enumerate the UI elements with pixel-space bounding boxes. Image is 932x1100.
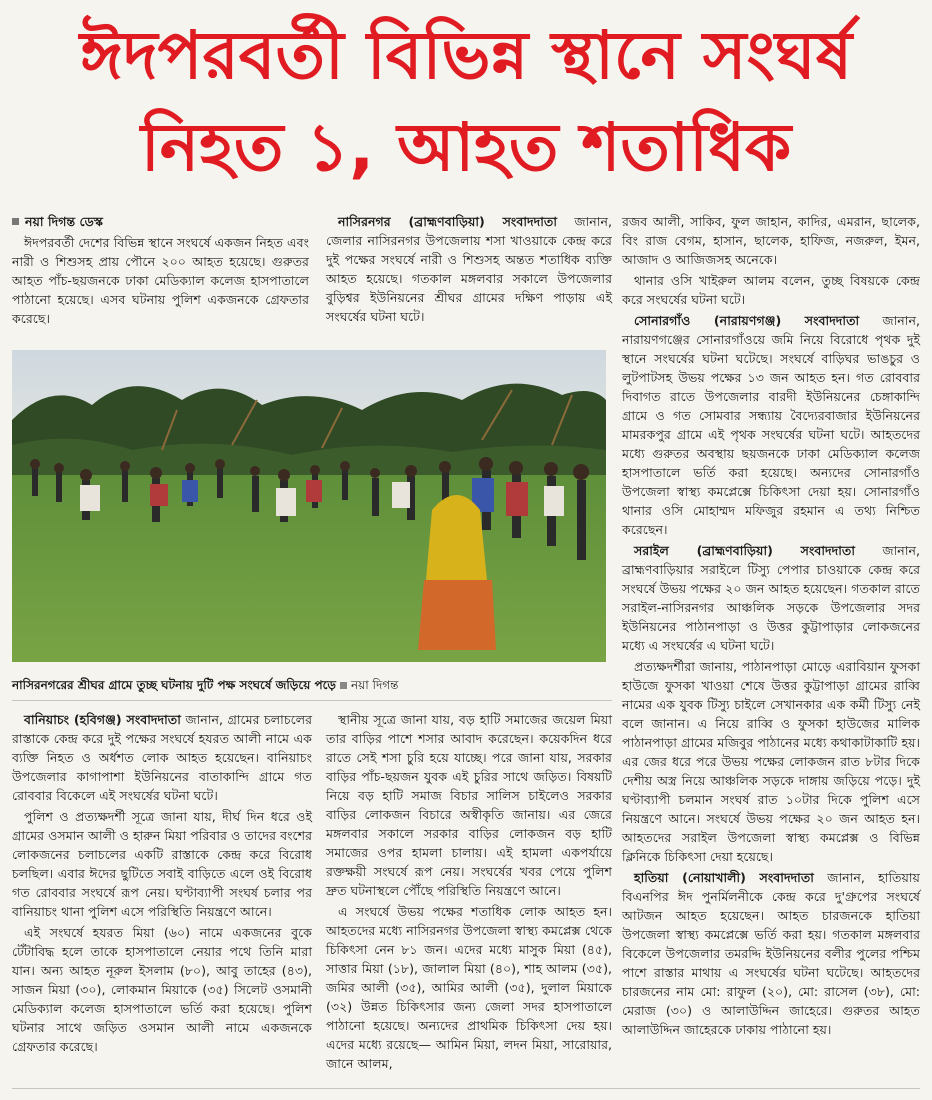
nasirnagar-dateline: নাসিরনগর (ব্রাহ্মণবাড়িয়া) সংবাদদাতা [338,214,557,229]
baniachong-column [12,710,312,1058]
caption-text: নাসিরনগরের শ্রীঘর গ্রামে তুচ্ছ ঘটনায় দুটি পক্ষ সংঘর্ষে জড়িয়ে পড়ে [12,678,336,692]
hatiya-dateline: হাতিয়া (নোয়াখালী) সংবাদদাতা [634,870,814,885]
baniachong-paragraph-3: এই সংঘর্ষে হযরত মিয়া (৬০) নামে একজনের বুকে টেঁটাবিদ্ধ হলে তাকে হাসপাতালে নেয়ার পথে তিনি মারা যান। অন্য আহত নূরুল ইসলাম (৮০), আবু তাহের (৪৩), সাজন মিয়া (৩০), লোকমান মিয়াকে (৩৫) সিলেট ওসমানী মেডিক্যাল কলেজ হাসপাতালে ভর্তি করা হয়েছে। পুলিশ ঘটনার সাথে জড়িত ওসমান আলী নামে একজনকে গ্রেফতার করেছে। [12,925,312,1054]
baniachong-dateline: বানিয়াচং (হবিগঞ্জ) সংবাদদাতা [24,712,181,727]
sonargaon-paragraph [622,311,920,539]
desk-label: নয়া দিগন্ত ডেস্ক [25,214,103,229]
oc-statement: থানার ওসি খাইরুল আলম বলেন, তুচ্ছ বিষয়কে কেন্দ্র করে সংঘর্ষের ঘটনা ঘটে। [622,273,920,307]
lead-paragraph: ঈদপরবর্তী দেশের বিভিন্ন স্থানে সংঘর্ষে একজন নিহত এবং নারী ও শিশুসহ প্রায় পৌনে ২০০ আহত হয়েছে। গুরুতর আহত পাঁচ-ছয়জনকে ঢাকা মেডিক্যাল কলেজ হাসপাতালে পাঠানো হয়েছে। এসব ঘটনায় পুলিশ একজনকে গ্রেফতার করেছে। [12,235,309,326]
bullet-icon [12,218,19,225]
headline-line-1: ঈদপরবর্তী বিভিন্ন স্থানে সংঘর্ষ [79,17,853,94]
sarail-paragraph-2: প্রত্যক্ষদর্শীরা জানায়, পাঠানপাড়া মোড়ে এরাবিয়ান ফুসকা হাউজে ফুসকা খাওয়া শেষে উত্তর কুট্টাপাড়া গ্রামের রাব্বি নামের এক যুবক টিস্যু চাইলে সেখানকার এক কর্মী টিস্যু নেই বলে জানান। এ নিয়ে রাব্বি ও ফুসকা হাউজের মালিক পাঠানপাড়া গ্রামের মজিবুর পাঠানের মধ্যে কথাকাটাকাটি হয়। এর জের ধরে পরে উভয় পক্ষের লোকজন রাত ৮টার দিকে দেশীয় অস্ত্র নিয়ে আঞ্চলিক সড়কে দাঙ্গায় জড়িয়ে পড়ে। দুই ঘণ্টাব্যাপী চলমান সংঘর্ষ রাত ১০টার দিকে পুলিশ এসে নিয়ন্ত্রণে আনে। সংঘর্ষে উভয় পক্ষের ২০ জন আহত হন। আহতদের সরাইল উপজেলা স্বাস্থ্য কমপ্লেক্স ও বিভিন্ন ক্লিনিকে চিকিৎসা দেয়া হয়েছে। [622,659,920,864]
divider [12,700,612,701]
nasirnagar-column-top [326,212,612,328]
news-photo [12,350,606,662]
lead-column [12,212,309,330]
baniachong-paragraph-1 [12,710,312,805]
hatiya-paragraph [622,868,920,1039]
photo-caption [12,676,612,694]
square-bullet-icon [340,682,347,689]
desk-credit [12,212,309,231]
bottom-divider [12,1088,920,1089]
baniachong-paragraph-2: পুলিশ ও প্রত্যক্ষদর্শী সূত্রে জানা যায়, দীর্ঘ দিন ধরে ওই গ্রামের ওসমান আলী ও হারুন মিয়া পরিবার ও তাদের বংশের লোকজনের চলাচলের একটি রাস্তাকে কেন্দ্র করে বিরোধ চলছিল। এবার ঈদের ছুটিতে সবাই বাড়িতে এলে ওই বিরোধ গত রোববার সংঘর্ষে রূপ নেয়। ঘণ্টাব্যাপী সংঘর্ষ চলার পর বানিয়াচং থানা পুলিশ এসে পরিস্থিতি নিয়ন্ত্রণে আনে। [12,809,312,919]
nasirnagar-paragraph [326,212,612,326]
photo-credit: নয়া দিগন্ত [350,678,399,692]
nasirnagar-column-bottom [326,710,612,1075]
hatiya-text: জানান, হাতিয়ায় বিএনপির ঈদ পুনর্মিলনীকে কেন্দ্র করে দু'গ্রুপের সংঘর্ষে আটজন আহত হয়েছেন। আহত চারজনকে হাতিয়া উপজেলা স্বাস্থ্য কমপ্লেক্সে ভর্তি করা হয়। গতকাল মঙ্গলবার বিকেলে উপজেলার তমরদ্দি ইউনিয়নের বলীর পুলের পশ্চিম পাশে রাস্তার মাথায় এ সংঘর্ষের ঘটনা ঘটেছে। আহতদের চারজনের নাম মো: রাফুল (২০), মো: রাসেল (৩৮), মো: মেরাজ (৩০) ও আলাউদ্দিন জাহেরে। গুরুতর আহত আলাউদ্দিন জাহেরকে ঢাকায় পাঠানো হয়। [622,870,920,1037]
names-paragraph: রজব আলী, সাকিব, ফুল জাহান, কাদির, এমরান, ছালেক, বিং রাজ বেগম, হাসান, ছালেক, হাফিজ, নজরুল, ইমন, আজাদ ও আজিজসহ অনেকে। [622,214,920,267]
baniachong-text-1: জানান, গ্রামের চলাচলের রাস্তাকে কেন্দ্র করে দুই পক্ষের সংঘর্ষে হযরত আলী নামে এক ব্যক্তি নিহত ও অর্ধশত লোক আহত হয়েছেন। বানিয়াচং উপজেলার কাগাপাশা ইউনিয়নের বাতাকান্দি গ্রামে গত রোববার বিকেলে এই সংঘর্ষের ঘটনা ঘটে। [12,712,313,803]
headline-line-2: নিহত ১, আহত শতাধিক [140,109,792,186]
sarail-dateline: সরাইল (ব্রাহ্মণবাড়িয়া) সংবাদদাতা [634,543,856,558]
sarail-paragraph [622,541,920,655]
sonargaon-dateline: সোনারগাঁও (নারায়ণগঞ্জ) সংবাদদাতা [634,313,860,328]
crowd-field-photo [12,350,606,662]
nasirnagar-paragraph-2: স্থানীয় সূত্রে জানা যায়, বড় হাটি সমাজের জয়েল মিয়া তার বাড়ির পাশে শসার আবাদ করেছেন। কয়েকদিন ধরে রাতে সেই শসা চুরি হয়ে যাচ্ছে। পরে জানা যায়, সরকার বাড়ির পাঁচ-ছয়জন যুবক এই চুরির সাথে জড়িত। বিষয়টি নিয়ে বড় হাটি সমাজ বিচার সালিস চাইলেও সরকার বাড়ির লোকজন বিচারে অস্বীকৃতি জানায়। এর জেরে মঙ্গলবার সকালে সরকার বাড়ির লোকজন বড় হাটি সমাজের ওপর হামলা চালায়। এই হামলা একপর্যায়ে রক্তক্ষয়ী সংঘর্ষে রূপ নেয়। সংঘর্ষের খবর পেয়ে পুলিশ দ্রুত ঘটনাস্থলে পৌঁছে পরিস্থিতি নিয়ন্ত্রণে আনে। [326,712,612,898]
right-column [622,212,920,1041]
sarail-text: জানান, ব্রাহ্মণবাড়িয়ার সরাইলে টিস্যু পেপার চাওয়াকে কেন্দ্র করে সংঘর্ষে উভয় পক্ষের ২০ জন আহত হয়েছেন। গতকাল রাতে সরাইল-নাসিরনগর আঞ্চলিক সড়কে উপজেলার সদর ইউনিয়নের পাঠানপাড়া ও উত্তর কুট্টাপাড়ার লোকজনের মধ্যে এ সংঘর্ষের এ ঘটনা ঘটে। [622,543,920,653]
nasirnagar-text: জানান, জেলার নাসিরনগর উপজেলায় শসা খাওয়াকে কেন্দ্র করে দুই পক্ষের সংঘর্ষে নারী ও শিশুসহ অন্তত শতাধিক ব্যক্তি আহত হয়েছে। গতকাল মঙ্গলবার সকালে উপজেলার বুড়িশ্বর ইউনিয়নের শ্রীঘর গ্রামের দক্ষিণ পাড়ায় এই সংঘর্ষের ঘটনা ঘটে। [326,214,612,324]
sonargaon-text: জানান, নারায়ণগঞ্জের সোনারগাঁওয়ে জমি নিয়ে বিরোধে পৃথক দুই স্থানে সংঘর্ষের ঘটনা ঘটেছে। সংঘর্ষে বাড়িঘর ভাঙচুর ও লুটপাটসহ উভয় পক্ষের ১৩ জন আহত হন। গত রোববার দিবাগত রাতে উপজেলার বারদী ইউনিয়নের চেঙ্গাকান্দি গ্রামে ও গত সোমবার সন্ধ্যায় বৈদ্যেরবাজার ইউনিয়নের মামরকপুর গ্রামে এই পৃথক সংঘর্ষের ঘটনা ঘটে। আহতদের মধ্যে গুরুতর অবস্থায় ছয়জনকে ঢাকা মেডিক্যাল কলেজ হাসপাতালে ভর্তি করা হয়েছে। অন্যদের সোনারগাঁও উপজেলা স্বাস্থ্য কমপ্লেক্সে চিকিৎসা দেয়া হয়। সোনারগাঁও থানার ওসি মোহাম্মদ মফিজুর রহমান এ তথ্য নিশ্চিত করেছেন। [622,313,920,537]
nasirnagar-paragraph-3: এ সংঘর্ষে উভয় পক্ষের শতাধিক লোক আহত হন। আহতদের মধ্যে নাসিরনগর উপজেলা স্বাস্থ্য কমপ্লেক্স থেকে চিকিৎসা নেন ৮১ জন। এদের মধ্যে মাসুক মিয়া (৪৫), সাত্তার মিয়া (১৮), জালাল মিয়া (৪০), শাহ আলম (৩৫), জমির আলী (৩৫), আমির আলী (৩৫), দুলাল মিয়াকে (৩২) উন্নত চিকিৎসার জন্য জেলা সদর হাসপাতালে পাঠানো হয়েছে। অন্যদের প্রাথমিক চিকিৎসা দেয় হয়। এদের মধ্যে রয়েছে— আমিন মিয়া, লদন মিয়া, সারোয়ার, জানে আলম, [326,904,612,1071]
